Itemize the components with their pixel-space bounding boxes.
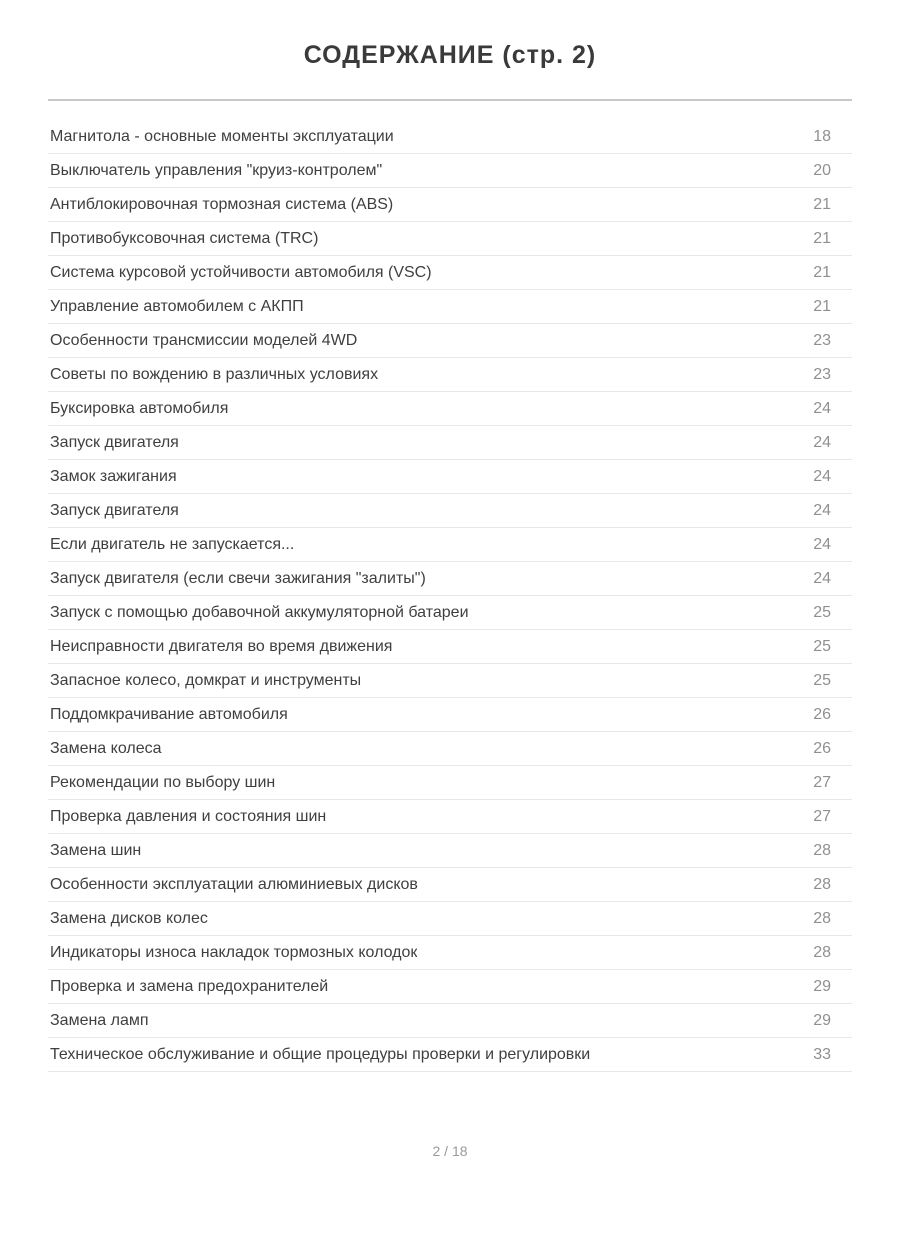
toc-entry[interactable] xyxy=(48,732,852,766)
toc-entry-label: Замена ламп xyxy=(50,1011,149,1029)
toc-entry-label: Особенности трансмиссии моделей 4WD xyxy=(50,331,358,349)
toc-entry-label: Запуск двигателя xyxy=(50,501,179,519)
toc-entry-label: Запуск с помощью добавочной аккумуляторной батареи xyxy=(50,603,469,621)
toc-entry[interactable] xyxy=(48,290,852,324)
toc-entry-page-number: 28 xyxy=(813,875,831,893)
toc-page xyxy=(48,40,852,1159)
toc-entry-label: Проверка и замена предохранителей xyxy=(50,977,329,995)
page-number-footer: 2 / 18 xyxy=(432,1143,468,1159)
toc-entry-label: Индикаторы износа накладок тормозных колодок xyxy=(50,943,418,961)
toc-entry-label: Особенности эксплуатации алюминиевых дисков xyxy=(50,875,418,893)
toc-entry[interactable] xyxy=(48,868,852,902)
toc-entry[interactable] xyxy=(48,562,852,596)
toc-entry-label: Замена шин xyxy=(50,841,142,859)
toc-entry-page-number: 28 xyxy=(813,943,831,961)
toc-entry-label: Выключатель управления "круиз-контролем" xyxy=(50,161,383,179)
toc-entry-page-number: 26 xyxy=(813,705,831,723)
toc-entry[interactable] xyxy=(48,392,852,426)
toc-entry-label: Поддомкрачивание автомобиля xyxy=(50,705,288,723)
toc-entry-page-number: 33 xyxy=(813,1045,831,1063)
toc-entry-label: Рекомендации по выбору шин xyxy=(50,773,276,791)
toc-entry-page-number: 21 xyxy=(813,297,831,315)
toc-entry[interactable] xyxy=(48,358,852,392)
toc-entry-page-number: 25 xyxy=(813,637,831,655)
toc-entry-label: Советы по вождению в различных условиях xyxy=(50,365,379,383)
toc-entry-page-number: 21 xyxy=(813,195,831,213)
toc-entry-page-number: 27 xyxy=(813,807,831,825)
toc-entry[interactable] xyxy=(48,596,852,630)
toc-entry-page-number: 27 xyxy=(813,773,831,791)
toc-entry-page-number: 23 xyxy=(813,331,831,349)
toc-entry-page-number: 26 xyxy=(813,739,831,757)
toc-entry[interactable] xyxy=(48,1004,852,1038)
toc-entry-label: Неисправности двигателя во время движения xyxy=(50,637,393,655)
toc-entry[interactable] xyxy=(48,528,852,562)
toc-entry[interactable] xyxy=(48,970,852,1004)
toc-entry-label: Техническое обслуживание и общие процедуры проверки и регулировки xyxy=(50,1045,591,1063)
toc-entry-page-number: 24 xyxy=(813,399,831,417)
toc-entry-page-number: 29 xyxy=(813,1011,831,1029)
toc-entry-label: Магнитола - основные моменты эксплуатации xyxy=(50,127,394,145)
toc-entry-page-number: 24 xyxy=(813,569,831,587)
toc-entry[interactable] xyxy=(48,426,852,460)
page-title: СОДЕРЖАНИЕ (стр. 2) xyxy=(303,41,597,69)
toc-entry[interactable] xyxy=(48,902,852,936)
toc-entry-label: Если двигатель не запускается... xyxy=(50,535,295,553)
toc-entry-page-number: 28 xyxy=(813,841,831,859)
toc-entry-page-number: 25 xyxy=(813,671,831,689)
toc-entry-label: Система курсовой устойчивости автомобиля (VSC) xyxy=(50,263,432,281)
toc-entry[interactable] xyxy=(48,766,852,800)
toc-entry-label: Управление автомобилем с АКПП xyxy=(50,297,304,315)
title-divider xyxy=(48,99,852,101)
toc-entry-page-number: 24 xyxy=(813,535,831,553)
toc-entry-page-number: 28 xyxy=(813,909,831,927)
toc-entry-label: Запуск двигателя (если свечи зажигания "залиты") xyxy=(50,569,426,587)
toc-entry-page-number: 21 xyxy=(813,229,831,247)
toc-entry-page-number: 21 xyxy=(813,263,831,281)
toc-entry-label: Противобуксовочная система (TRC) xyxy=(50,229,319,247)
toc-entry-page-number: 24 xyxy=(813,433,831,451)
toc-entry[interactable] xyxy=(48,222,852,256)
toc-entry-label: Замена дисков колес xyxy=(50,909,208,927)
toc-entry-label: Замок зажигания xyxy=(50,467,177,485)
toc-entry[interactable] xyxy=(48,494,852,528)
toc-entry-page-number: 29 xyxy=(813,977,831,995)
toc-entry-label: Запасное колесо, домкрат и инструменты xyxy=(50,671,362,689)
toc-entry[interactable] xyxy=(48,188,852,222)
toc-entry[interactable] xyxy=(48,936,852,970)
toc-list xyxy=(48,120,852,1072)
toc-entry[interactable] xyxy=(48,154,852,188)
toc-entry-label: Замена колеса xyxy=(50,739,162,757)
toc-entry[interactable] xyxy=(48,256,852,290)
toc-entry[interactable] xyxy=(48,120,852,154)
toc-entry-page-number: 18 xyxy=(813,127,831,145)
toc-entry-label: Антиблокировочная тормозная система (ABS) xyxy=(50,195,394,213)
toc-entry[interactable] xyxy=(48,664,852,698)
toc-entry-page-number: 20 xyxy=(813,161,831,179)
toc-entry-label: Проверка давления и состояния шин xyxy=(50,807,327,825)
toc-entry[interactable] xyxy=(48,1038,852,1072)
toc-entry-page-number: 24 xyxy=(813,501,831,519)
toc-entry[interactable] xyxy=(48,324,852,358)
toc-entry-page-number: 23 xyxy=(813,365,831,383)
toc-entry-page-number: 25 xyxy=(813,603,831,621)
toc-entry[interactable] xyxy=(48,698,852,732)
toc-entry-page-number: 24 xyxy=(813,467,831,485)
toc-entry[interactable] xyxy=(48,800,852,834)
toc-entry[interactable] xyxy=(48,834,852,868)
toc-entry-label: Буксировка автомобиля xyxy=(50,399,229,417)
toc-entry[interactable] xyxy=(48,630,852,664)
toc-entry-label: Запуск двигателя xyxy=(50,433,179,451)
toc-entry[interactable] xyxy=(48,460,852,494)
